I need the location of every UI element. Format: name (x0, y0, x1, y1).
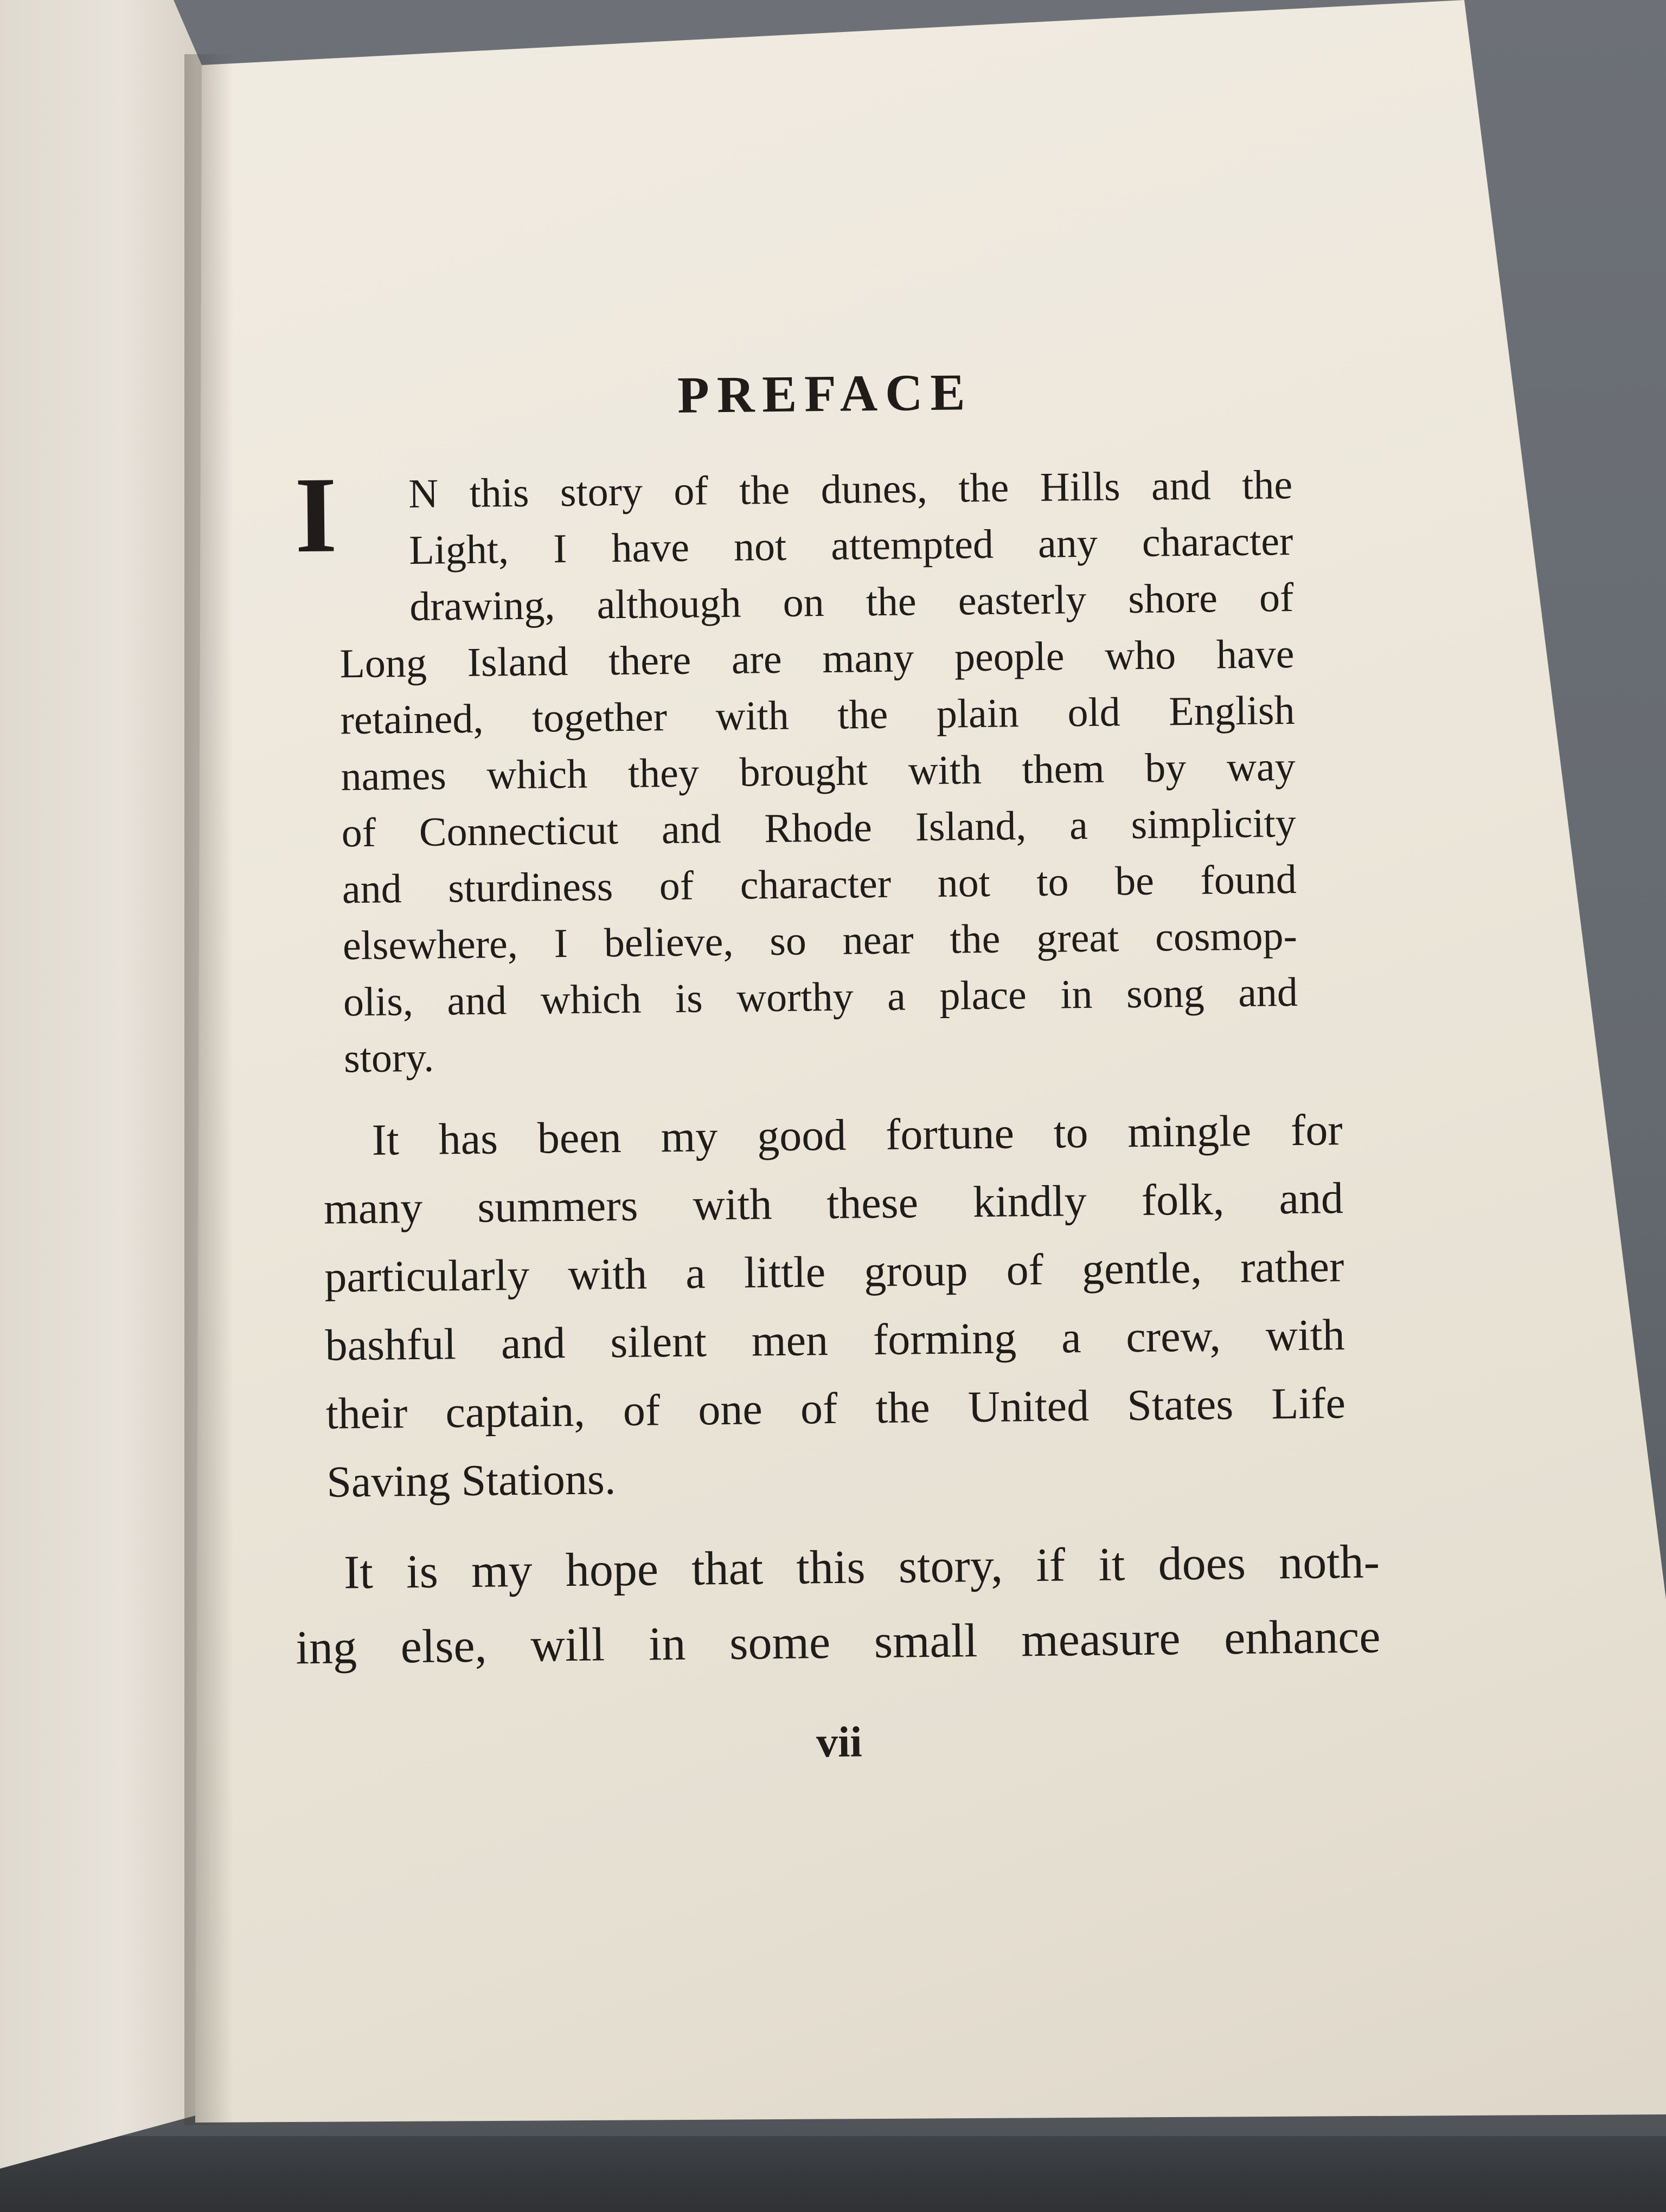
gutter-shadow (184, 54, 233, 2125)
text-line: N this story of the dunes, the Hills and the (408, 461, 1293, 517)
text-line: ing else, will in some small measure enhance (295, 1610, 1381, 1675)
text-line: story. (343, 1034, 434, 1082)
text-line: of Connecticut and Rhode Island, a simplicity (341, 800, 1297, 856)
text-line: particularly with a little group of gentle, rather (324, 1242, 1344, 1302)
text-line: and sturdiness of character not to be found (342, 856, 1297, 912)
text-line: Saving Stations. (326, 1454, 616, 1507)
page-text-block (282, 320, 1382, 1773)
text-line: many summers with these kindly folk, and (323, 1173, 1344, 1233)
text-line: elsewhere, I believe, so near the great cosmop- (342, 912, 1298, 969)
text-line: olis, and which is worthy a place in song and (343, 969, 1298, 1025)
page-number: vii (816, 1718, 863, 1767)
text-line: It has been my good fortune to mingle for (371, 1105, 1343, 1165)
paragraph-2 (290, 1095, 1379, 1516)
page-title: PREFACE (677, 363, 973, 424)
text-line: Light, I have not attempted any character (408, 518, 1293, 574)
text-line: drawing, although on the easterly shore of (409, 574, 1294, 630)
text-line: retained, together with the plain old English (340, 687, 1295, 743)
text-line: It is my hope that this story, if it does noth- (343, 1535, 1380, 1599)
text-line: bashful and silent men forming a crew, with (325, 1310, 1345, 1370)
table-edge (0, 2136, 1666, 2212)
text-line: their captain, of one of the United States Life (325, 1378, 1346, 1438)
paragraph-1 (284, 456, 1375, 1088)
drop-cap: I (294, 455, 338, 576)
text-line: Long Island there are many people who have (339, 631, 1295, 687)
text-line: names which they brought with them by way (341, 743, 1296, 800)
paragraph-3 (294, 1525, 1381, 1686)
